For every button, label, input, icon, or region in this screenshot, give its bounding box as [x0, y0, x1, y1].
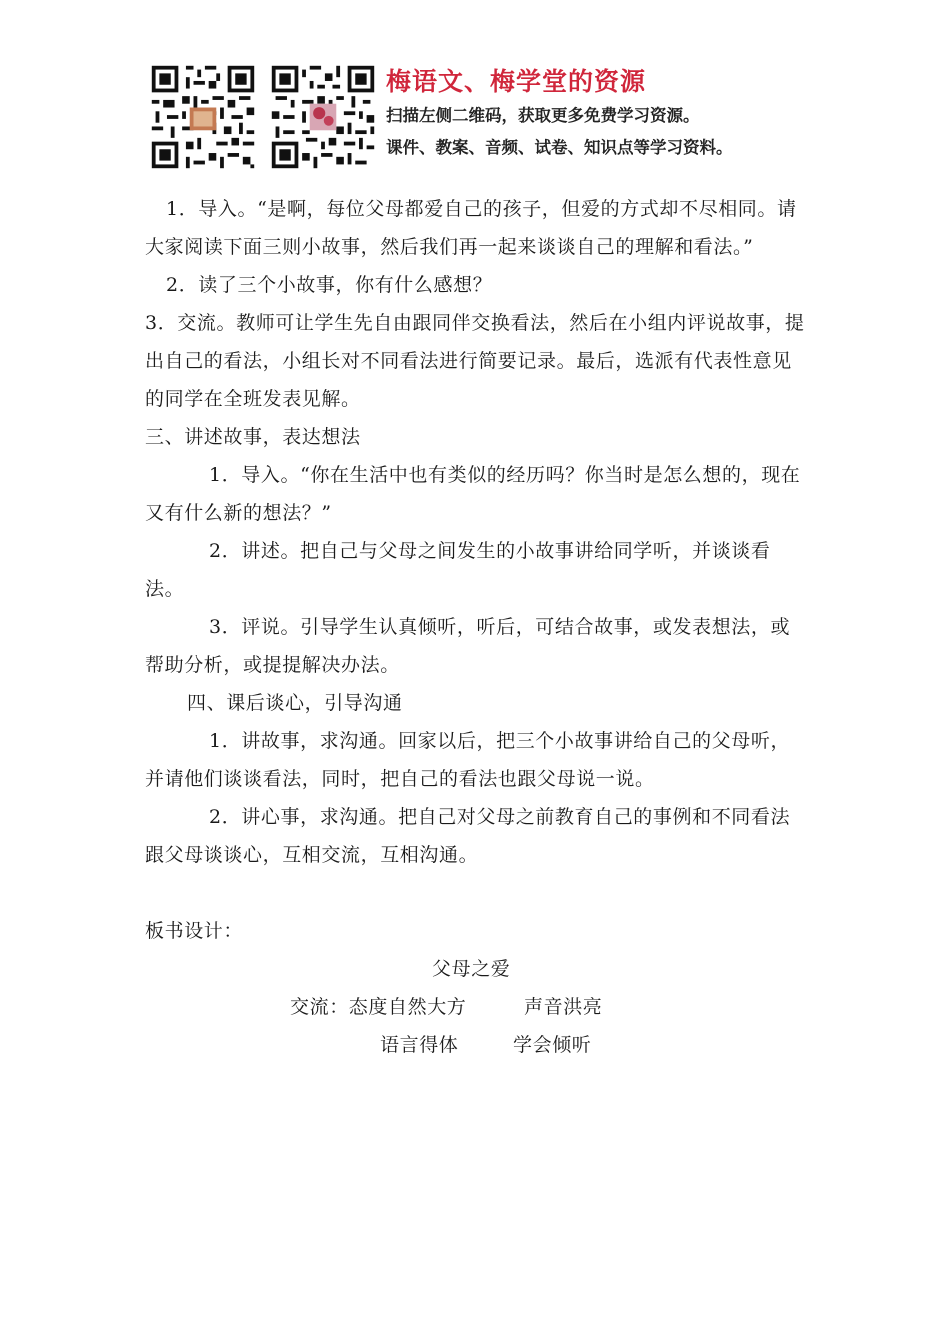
paragraph-question: 2．读了三个小故事，你有什么感想？: [166, 274, 493, 296]
spacer: [145, 874, 805, 912]
paragraph-intro: 1．导入。“是啊，每位父母都爱自己的孩子，但爱的方式却不尽相同。请大家阅读下面三则小故事，然后我们再一起来谈谈自己的理解和看法。”: [145, 198, 797, 258]
section-3-item-3: 3．评说。引导学生认真倾听，听后，可结合故事，或发表想法，或帮助分析，或提提解决办法。: [145, 616, 791, 676]
board-row-1-left: 交流：态度自然大方: [290, 996, 467, 1018]
board-title-row: [145, 950, 805, 988]
board-row-2-left: 语言得体: [380, 1034, 459, 1056]
board-row-2: [145, 1026, 805, 1064]
section-3-item-2: 2．讲述。把自己与父母之间发生的小故事讲给同学听，并谈谈看法。: [145, 540, 771, 600]
section-4-item-1: 1．讲故事，求沟通。回家以后，把三个小故事讲给自己的父母听，并请他们谈谈看法，同时，把自己的看法也跟父母说一说。: [145, 730, 791, 790]
section-3-item-1: 1．导入。“你在生活中也有类似的经历吗？你当时是怎么想的，现在又有什么新的想法？”: [145, 464, 801, 524]
board-label: 板书设计：: [145, 920, 244, 942]
section-heading-4: 四、课后谈心，引导沟通: [187, 692, 403, 714]
lesson-content: [145, 190, 805, 1064]
promo-text: [386, 64, 826, 164]
board-row-2-right: 学会倾听: [513, 1034, 592, 1056]
promo-title: 梅语文、梅学堂的资源: [386, 67, 647, 96]
section-4-item-2: 2．讲心事，求沟通。把自己对父母之前教育自己的事例和不同看法跟父母谈谈心，互相交流，互相沟通。: [145, 806, 791, 866]
paragraph-exchange: 3．交流。教师可让学生先自由跟同伴交换看法，然后在小组内评说故事，提出自己的看法，小组长对不同看法进行简要记录。最后，选派有代表性意见的同学在全班发表见解。: [145, 312, 805, 410]
promo-header: [148, 62, 828, 174]
promo-line-1: 扫描左侧二维码，获取更多免费学习资源。: [386, 106, 700, 125]
qr-code-right[interactable]: [268, 62, 378, 172]
board-row-1-right: 声音洪亮: [524, 996, 603, 1018]
board-title: 父母之爱: [432, 958, 511, 980]
qr-code-right-image: [268, 62, 378, 172]
qr-code-left-image: [148, 62, 258, 172]
promo-line-2: 课件、教案、音频、试卷、知识点等学习资料。: [386, 138, 733, 157]
section-heading-3: 三、讲述故事，表达想法: [145, 426, 361, 448]
qr-code-left[interactable]: [148, 62, 258, 172]
board-row-1: [145, 988, 805, 1026]
